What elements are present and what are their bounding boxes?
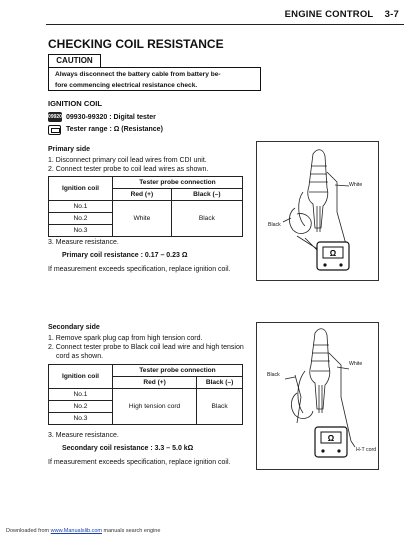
section-name: ENGINE CONTROL — [284, 9, 374, 20]
table-black-value: Black — [197, 389, 243, 425]
ohm-symbol: Ω — [329, 249, 337, 258]
secondary-spec: Secondary coil resistance : 3.3 – 5.0 kΩ — [62, 445, 194, 452]
secondary-side-figure — [256, 322, 379, 470]
tool-spec: 09930-99320 : Digital tester — [66, 114, 156, 121]
table-header-red: Red (+) — [113, 189, 172, 201]
table-header-black: Black (–) — [197, 377, 243, 389]
caution-line-1: Always disconnect the battery cable from battery be- — [55, 71, 221, 78]
tester-icon — [48, 125, 61, 135]
primary-connection-table — [48, 176, 243, 237]
ignition-coil-heading: IGNITION COIL — [48, 99, 102, 108]
table-row-label: No.2 — [49, 213, 113, 225]
page-number: 3-7 — [384, 9, 399, 20]
table-row-label: No.3 — [49, 225, 113, 237]
footer-link[interactable]: www.Manualslib.com — [50, 528, 102, 534]
secondary-note: If measurement exceeds specification, replace ignition coil. — [48, 459, 231, 466]
primary-side-figure — [256, 141, 379, 281]
wire-label-black: Black — [268, 222, 281, 228]
primary-step-2: 2. Connect tester probe to coil lead wires as shown. — [48, 166, 209, 173]
ohm-symbol: Ω — [327, 434, 335, 443]
table-black-value: Black — [171, 201, 242, 237]
primary-step-3: 3. Measure resistance. — [48, 239, 119, 246]
primary-step-1: 1. Disconnect primary coil lead wires from CDI unit. — [48, 157, 207, 164]
page-header — [285, 9, 399, 20]
special-tool-icon: 09920 — [48, 114, 62, 120]
secondary-step-2-cont: cord as shown. — [56, 353, 104, 360]
table-red-value: High tension cord — [113, 389, 197, 425]
table-header-black: Black (–) — [171, 189, 242, 201]
table-red-value: White — [113, 201, 172, 237]
wire-label-white: White — [349, 361, 363, 367]
secondary-heading: Secondary side — [48, 324, 100, 331]
caution-label: CAUTION — [48, 54, 101, 68]
download-footer — [6, 528, 160, 534]
table-header-ignition-coil: Ignition coil — [49, 177, 113, 201]
table-row-label: No.3 — [49, 413, 113, 425]
primary-coil-diagram — [257, 142, 378, 280]
secondary-connection-table — [48, 364, 243, 425]
primary-note: If measurement exceeds specification, replace ignition coil. — [48, 266, 231, 273]
primary-spec: Primary coil resistance : 0.17 – 0.23 Ω — [62, 252, 188, 259]
table-header-red: Red (+) — [113, 377, 197, 389]
secondary-step-1: 1. Remove spark plug cap from high tension cord. — [48, 335, 203, 342]
tester-range: Tester range : Ω (Resistance) — [66, 126, 163, 133]
caution-box — [48, 67, 261, 91]
table-row-label: No.2 — [49, 401, 113, 413]
secondary-step-2: 2. Connect tester probe to Black coil lead wire and high tension — [48, 344, 244, 351]
wire-label-white: White — [349, 182, 363, 188]
table-row-label: No.1 — [49, 201, 113, 213]
wire-label-ht-cord: H-T cord — [356, 447, 377, 453]
wire-label-black: Black — [267, 372, 280, 378]
table-header-probe: Tester probe connection — [113, 365, 243, 377]
footer-suffix: manuals search engine — [103, 528, 161, 534]
table-row-label: No.1 — [49, 389, 113, 401]
page-title: CHECKING COIL RESISTANCE — [48, 37, 224, 51]
caution-line-2: fore commencing electrical resistance check. — [55, 81, 198, 89]
header-divider — [46, 24, 404, 25]
table-header-probe: Tester probe connection — [113, 177, 243, 189]
primary-heading: Primary side — [48, 146, 91, 153]
secondary-step-3: 3. Measure resistance. — [48, 432, 119, 439]
footer-prefix: Downloaded from — [6, 528, 50, 534]
table-header-ignition-coil: Ignition coil — [49, 365, 113, 389]
